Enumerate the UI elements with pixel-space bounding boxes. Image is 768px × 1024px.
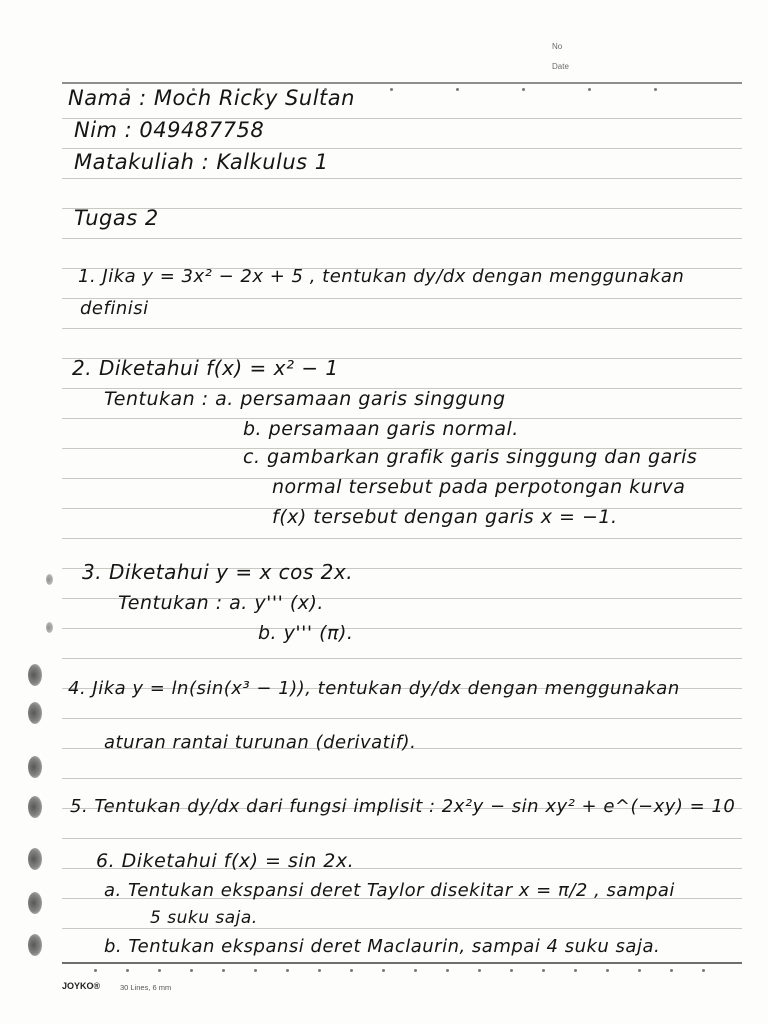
- ruled-line: [62, 838, 742, 839]
- binder-hole: [46, 574, 53, 585]
- question-6-a-line-1: a. Tentukan ekspansi deret Taylor disekitar x = π/2 , sampai: [104, 880, 675, 901]
- notebook-spec: 30 Lines, 6 mm: [120, 983, 172, 992]
- ruled-line: [62, 628, 742, 629]
- question-4-line-1: 4. Jika y = ln(sin(x³ − 1)), tentukan dy/dx dengan menggunakan: [68, 678, 680, 699]
- question-2-line-1: 2. Diketahui f(x) = x² − 1: [72, 356, 339, 380]
- ruled-line: [62, 298, 742, 299]
- question-2-c-line-1: c. gambarkan grafik garis singgung dan garis: [243, 446, 698, 468]
- question-4-line-2: aturan rantai turunan (derivatif).: [104, 732, 417, 753]
- meta-no: No: [552, 42, 563, 51]
- question-3-line-1: 3. Diketahui y = x cos 2x.: [82, 560, 354, 584]
- question-5-line-1: 5. Tentukan dy/dx dari fungsi implisit : 2x²y − sin xy² + e^(−xy) = 10: [70, 796, 736, 817]
- question-2-a: Tentukan : a. persamaan garis singgung: [104, 388, 506, 410]
- question-6-b: b. Tentukan ekspansi deret Maclaurin, sampai 4 suku saja.: [104, 936, 661, 957]
- meta-date: Date: [552, 62, 569, 71]
- binder-hole: [28, 934, 42, 956]
- ruled-line: [62, 538, 742, 539]
- ruled-line: [62, 718, 742, 719]
- ruled-line: [62, 238, 742, 239]
- question-2-c-line-3: f(x) tersebut dengan garis x = −1.: [272, 506, 618, 528]
- question-3-a: Tentukan : a. y''' (x).: [118, 592, 324, 614]
- binder-hole: [28, 796, 42, 818]
- binder-hole: [46, 622, 53, 633]
- bottom-rule: [62, 962, 742, 964]
- ruled-line: [62, 208, 742, 209]
- ruled-line: [62, 148, 742, 149]
- binder-hole: [28, 892, 42, 914]
- student-name: Nama : Moch Ricky Sultan: [68, 86, 355, 110]
- question-2-b: b. persamaan garis normal.: [243, 418, 519, 440]
- bottom-dot-row: [62, 969, 742, 975]
- assignment-title: Tugas 2: [74, 206, 159, 230]
- ruled-line: [62, 328, 742, 329]
- question-1-line-2: definisi: [80, 298, 149, 319]
- notebook-brand: JOYKO®: [62, 981, 101, 991]
- question-2-c-line-2: normal tersebut pada perpotongan kurva: [272, 476, 686, 498]
- ruled-line: [62, 778, 742, 779]
- ruled-line: [62, 178, 742, 179]
- question-6-line-1: 6. Diketahui f(x) = sin 2x.: [96, 850, 355, 872]
- top-rule: [62, 82, 742, 84]
- course-name: Matakuliah : Kalkulus 1: [74, 150, 329, 174]
- binder-hole: [28, 702, 42, 724]
- ruled-line: [62, 658, 742, 659]
- student-nim: Nim : 049487758: [74, 118, 265, 142]
- question-6-a-line-2: 5 suku saja.: [150, 908, 258, 928]
- binder-hole: [28, 756, 42, 778]
- question-1-line-1: 1. Jika y = 3x² − 2x + 5 , tentukan dy/dx dengan menggunakan: [78, 266, 685, 287]
- question-3-b: b. y''' (π).: [258, 622, 354, 644]
- binder-hole: [28, 664, 42, 686]
- ruled-line: [62, 928, 742, 929]
- binder-hole: [28, 848, 42, 870]
